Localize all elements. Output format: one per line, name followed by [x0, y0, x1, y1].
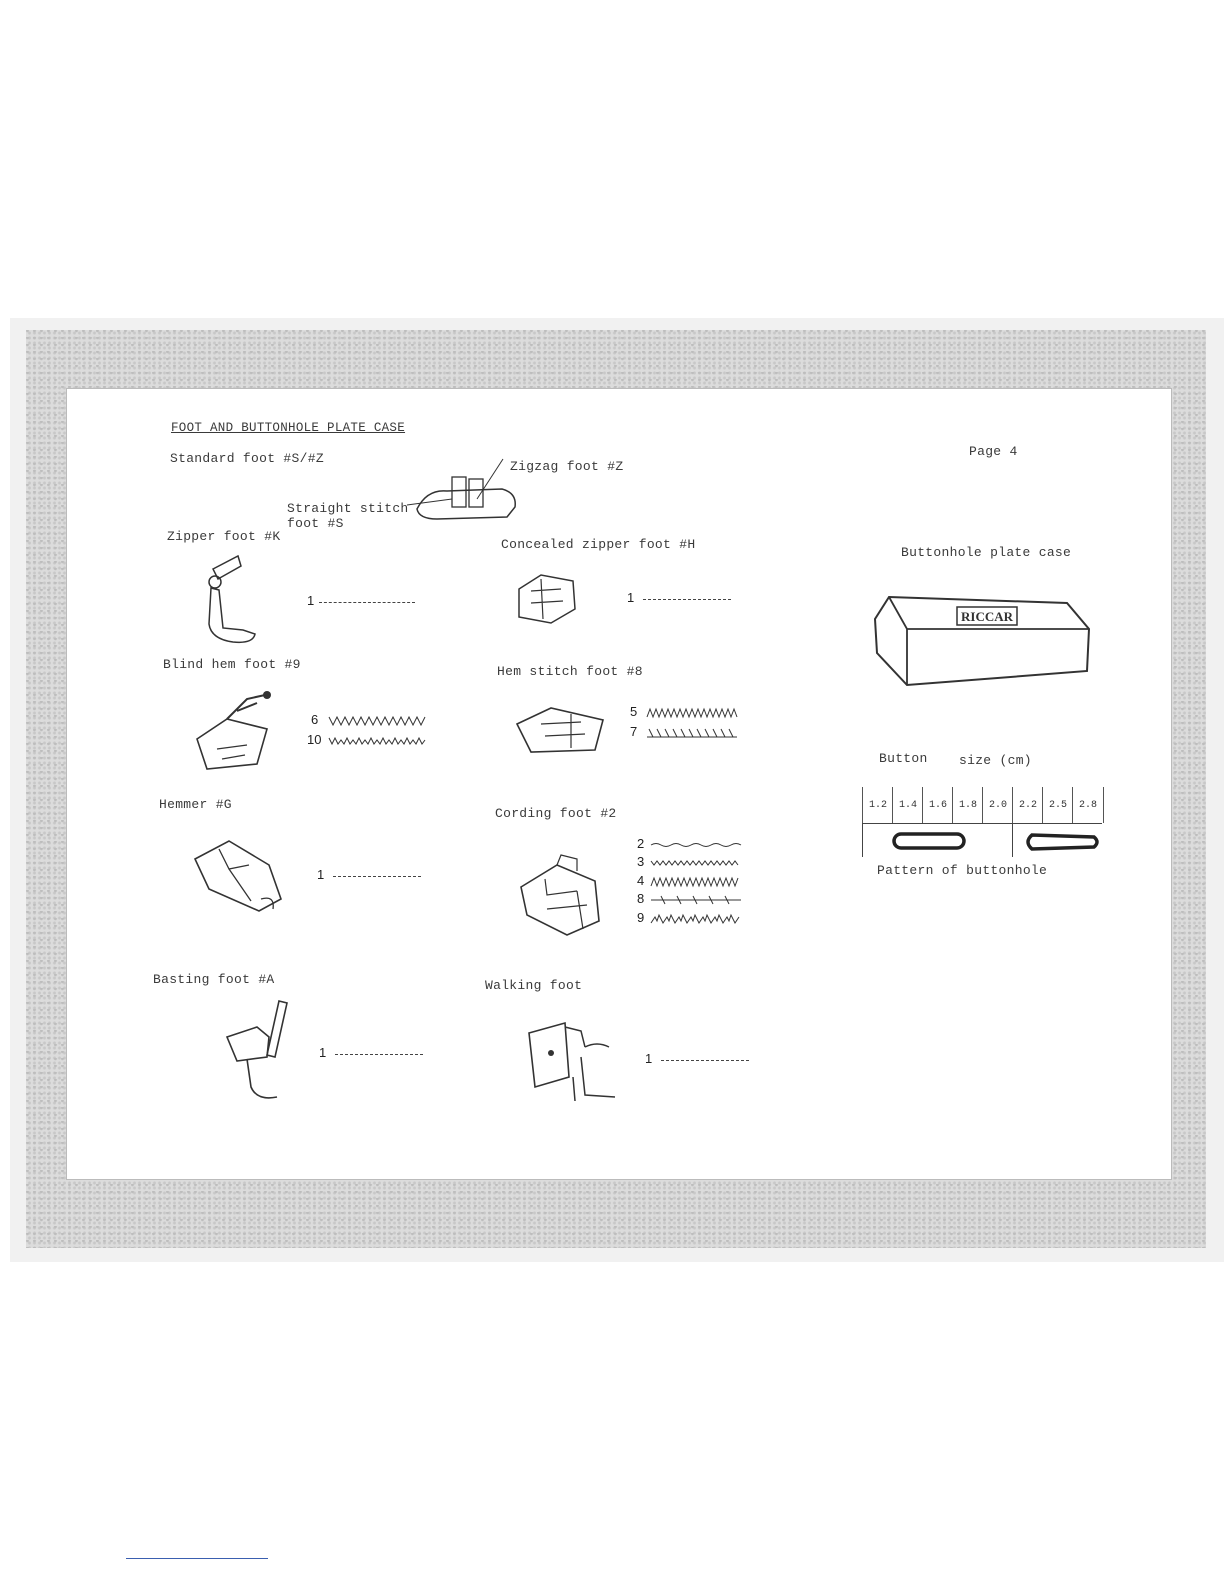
wave-stitch-pattern — [651, 840, 741, 850]
standard-foot-title: Standard foot #S/#Z — [170, 451, 324, 466]
straight-stitch-line — [335, 1054, 423, 1055]
stitch-number: 5 — [630, 704, 638, 719]
stitch-number: 4 — [637, 873, 645, 888]
straight-stitch-label-2: foot #S — [287, 516, 344, 531]
hemmer-foot-icon — [189, 829, 289, 919]
size-cell: 1.8 — [952, 787, 983, 823]
hemmer-label: Hemmer #G — [159, 797, 232, 812]
stretch-blind-stitch-pattern — [329, 736, 429, 748]
zipper-foot-icon — [193, 554, 263, 649]
scale-baseline — [862, 823, 1102, 824]
buttonhole-case-icon — [867, 589, 1092, 689]
blind-hem-foot-label: Blind hem foot #9 — [163, 657, 301, 672]
document-sheet — [66, 388, 1172, 1180]
size-cell: 1.2 — [862, 787, 893, 823]
stitch-number: 1 — [627, 590, 635, 605]
scale-mid-tick — [1012, 823, 1013, 857]
straight-stitch-line — [319, 602, 415, 603]
buttonhole-slot-icon — [892, 831, 967, 851]
size-cell: 2.8 — [1072, 787, 1104, 823]
walking-foot-label: Walking foot — [485, 978, 583, 993]
hem-stitch-foot-icon — [511, 694, 611, 764]
zigzag-stitch-pattern — [647, 707, 742, 719]
stitch-number: 7 — [630, 724, 638, 739]
concealed-zipper-foot-label: Concealed zipper foot #H — [501, 537, 696, 552]
straight-stitch-line — [643, 599, 731, 600]
stitch-number: 1 — [317, 867, 325, 882]
cording-foot-label: Cording foot #2 — [495, 806, 617, 821]
brand-logo: RICCAR — [961, 609, 1013, 624]
small-zigzag-pattern — [651, 858, 741, 868]
cording-foot-icon — [517, 851, 607, 941]
stitch-number: 6 — [311, 712, 319, 727]
blind-hem-foot-icon — [187, 689, 287, 779]
stitch-number: 1 — [307, 593, 315, 608]
size-cell: 2.5 — [1042, 787, 1073, 823]
keyhole-buttonhole-icon — [1022, 831, 1102, 853]
straight-stitch-label: Straight stitch — [287, 501, 409, 516]
button-label: Button — [879, 751, 928, 766]
multi-zigzag-pattern — [651, 913, 741, 925]
footer-rule — [126, 1558, 268, 1559]
blind-stitch-pattern — [329, 715, 429, 727]
size-cell: 1.4 — [892, 787, 923, 823]
standard-foot-icon — [407, 469, 527, 529]
stitch-number: 8 — [637, 891, 645, 906]
size-cell: 2.2 — [1012, 787, 1043, 823]
zigzag-foot-label: Zigzag foot #Z — [510, 459, 624, 474]
stitch-number: 1 — [319, 1045, 327, 1060]
buttonhole-pattern-label: Pattern of buttonhole — [877, 863, 1048, 878]
size-unit-label: size (cm) — [959, 753, 1032, 768]
stitch-number: 3 — [637, 854, 645, 869]
buttonhole-case-title: Buttonhole plate case — [901, 545, 1072, 560]
stitch-number: 1 — [645, 1051, 653, 1066]
straight-stitch-line — [333, 876, 421, 877]
size-cell: 1.6 — [922, 787, 953, 823]
zipper-foot-label: Zipper foot #K — [167, 529, 281, 544]
size-scale — [862, 787, 1102, 823]
basting-foot-icon — [217, 997, 297, 1107]
hem-stitch-foot-label: Hem stitch foot #8 — [497, 664, 643, 679]
stitch-number: 2 — [637, 836, 645, 851]
button-size-chart — [862, 787, 1102, 857]
size-cell: 2.0 — [982, 787, 1013, 823]
scale-left-tick — [862, 823, 863, 857]
zigzag-stitch-pattern — [651, 876, 741, 888]
walking-foot-icon — [525, 1017, 625, 1107]
straight-stitch-line — [661, 1060, 749, 1061]
page-heading: FOOT AND BUTTONHOLE PLATE CASE — [171, 421, 406, 435]
feather-stitch-pattern — [651, 894, 741, 906]
slant-stitch-pattern — [647, 727, 742, 739]
page-number: Page 4 — [969, 444, 1018, 459]
stitch-number: 10 — [307, 732, 322, 747]
concealed-zipper-foot-icon — [511, 569, 581, 629]
basting-foot-label: Basting foot #A — [153, 972, 275, 987]
stitch-number: 9 — [637, 910, 645, 925]
